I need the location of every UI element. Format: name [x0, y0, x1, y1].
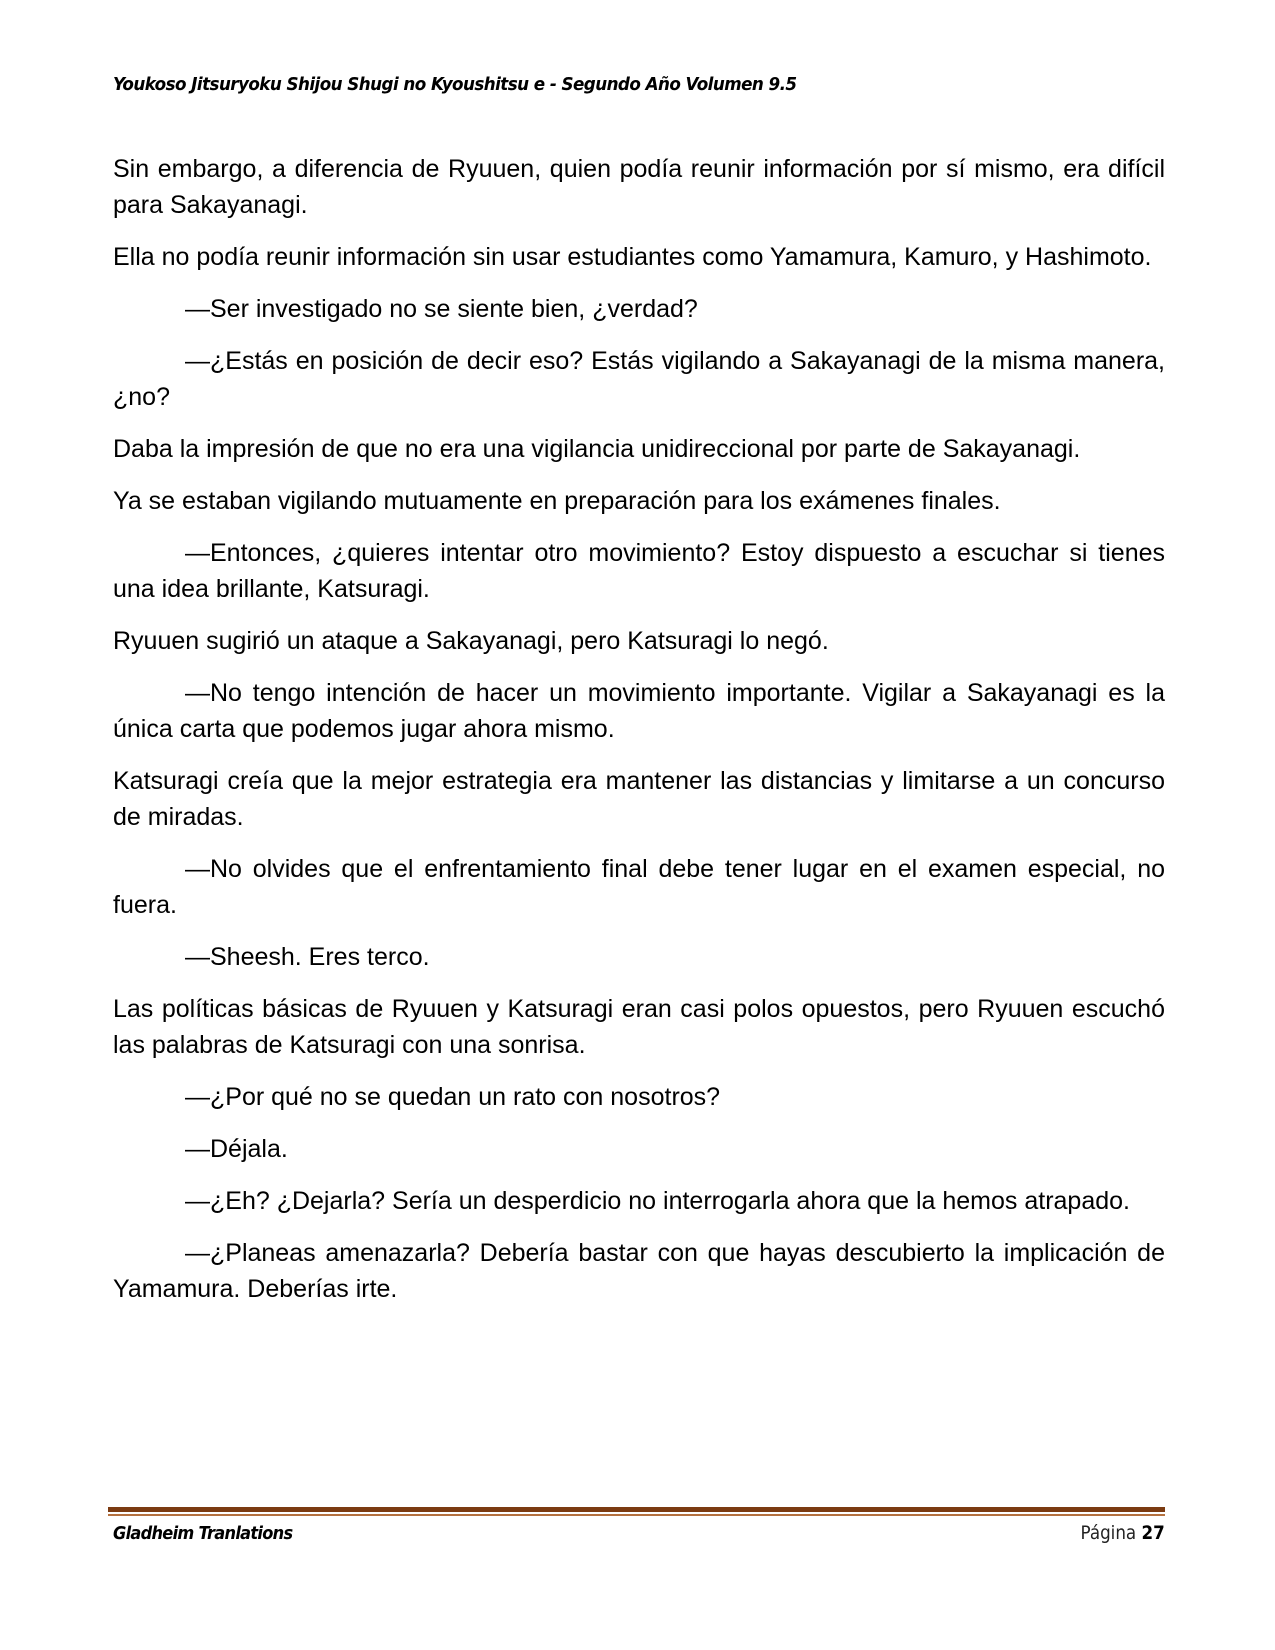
- page-number-label: [1081, 1522, 1165, 1544]
- paragraph: Ya se estaban vigilando mutuamente en preparación para los exámenes finales.: [113, 487, 1001, 515]
- dialog-paragraph: —No tengo intención de hacer un movimiento importante. Vigilar a Sakayanagi es la única carta que podemos jugar ahora mismo.: [113, 679, 1165, 743]
- dialog-paragraph: —Sheesh. Eres terco.: [185, 943, 430, 971]
- dialog-paragraph: —Déjala.: [185, 1135, 288, 1163]
- paragraph: Katsuragi creía que la mejor estrategia era mantener las distancias y limitarse a un concurso de miradas.: [113, 767, 1165, 831]
- paragraph: Sin embargo, a diferencia de Ryuuen, quien podía reunir información por sí mismo, era difícil para Sakayanagi.: [113, 155, 1165, 219]
- paragraph: Las políticas básicas de Ryuuen y Katsuragi eran casi polos opuestos, pero Ryuuen escuchó las palabras de Katsuragi con una sonrisa.: [113, 995, 1165, 1059]
- dialog-paragraph: —¿Eh? ¿Dejarla? Sería un desperdicio no interrogarla ahora que la hemos atrapado.: [185, 1187, 1130, 1215]
- dialog-paragraph: —¿Por qué no se quedan un rato con nosotros?: [185, 1083, 721, 1111]
- dialog-paragraph: —No olvides que el enfrentamiento final debe tener lugar en el examen especial, no fuera.: [113, 855, 1165, 919]
- dialog-paragraph: —¿Estás en posición de decir eso? Estás vigilando a Sakayanagi de la misma manera, ¿no?: [113, 347, 1165, 411]
- footer-rule-thick: [108, 1507, 1165, 1512]
- dialog-paragraph: —¿Planeas amenazarla? Debería bastar con que hayas descubierto la implicación de Yamamura. Deberías irte.: [113, 1239, 1165, 1303]
- page-label: Página: [1080, 1522, 1137, 1544]
- footer-credit: Gladheim Tranlations: [113, 1523, 293, 1544]
- dialog-paragraph: —Entonces, ¿quieres intentar otro movimiento? Estoy dispuesto a escuchar si tienes una idea brillante, Katsuragi.: [113, 539, 1165, 603]
- paragraph: Ella no podía reunir información sin usar estudiantes como Yamamura, Kamuro, y Hashimoto.: [113, 243, 1152, 271]
- running-header-title: Youkoso Jitsuryoku Shijou Shugi no Kyoushitsu e - Segundo Año Volumen 9.5: [113, 74, 797, 95]
- dialog-paragraph: —Ser investigado no se siente bien, ¿verdad?: [185, 295, 698, 323]
- paragraph: Ryuuen sugirió un ataque a Sakayanagi, pero Katsuragi lo negó.: [113, 627, 829, 655]
- paragraph: Daba la impresión de que no era una vigilancia unidireccional por parte de Sakayanagi.: [113, 435, 1081, 463]
- page-body: [113, 151, 1165, 1323]
- page-number: 27: [1141, 1522, 1165, 1544]
- footer-rule-thin: [108, 1514, 1165, 1516]
